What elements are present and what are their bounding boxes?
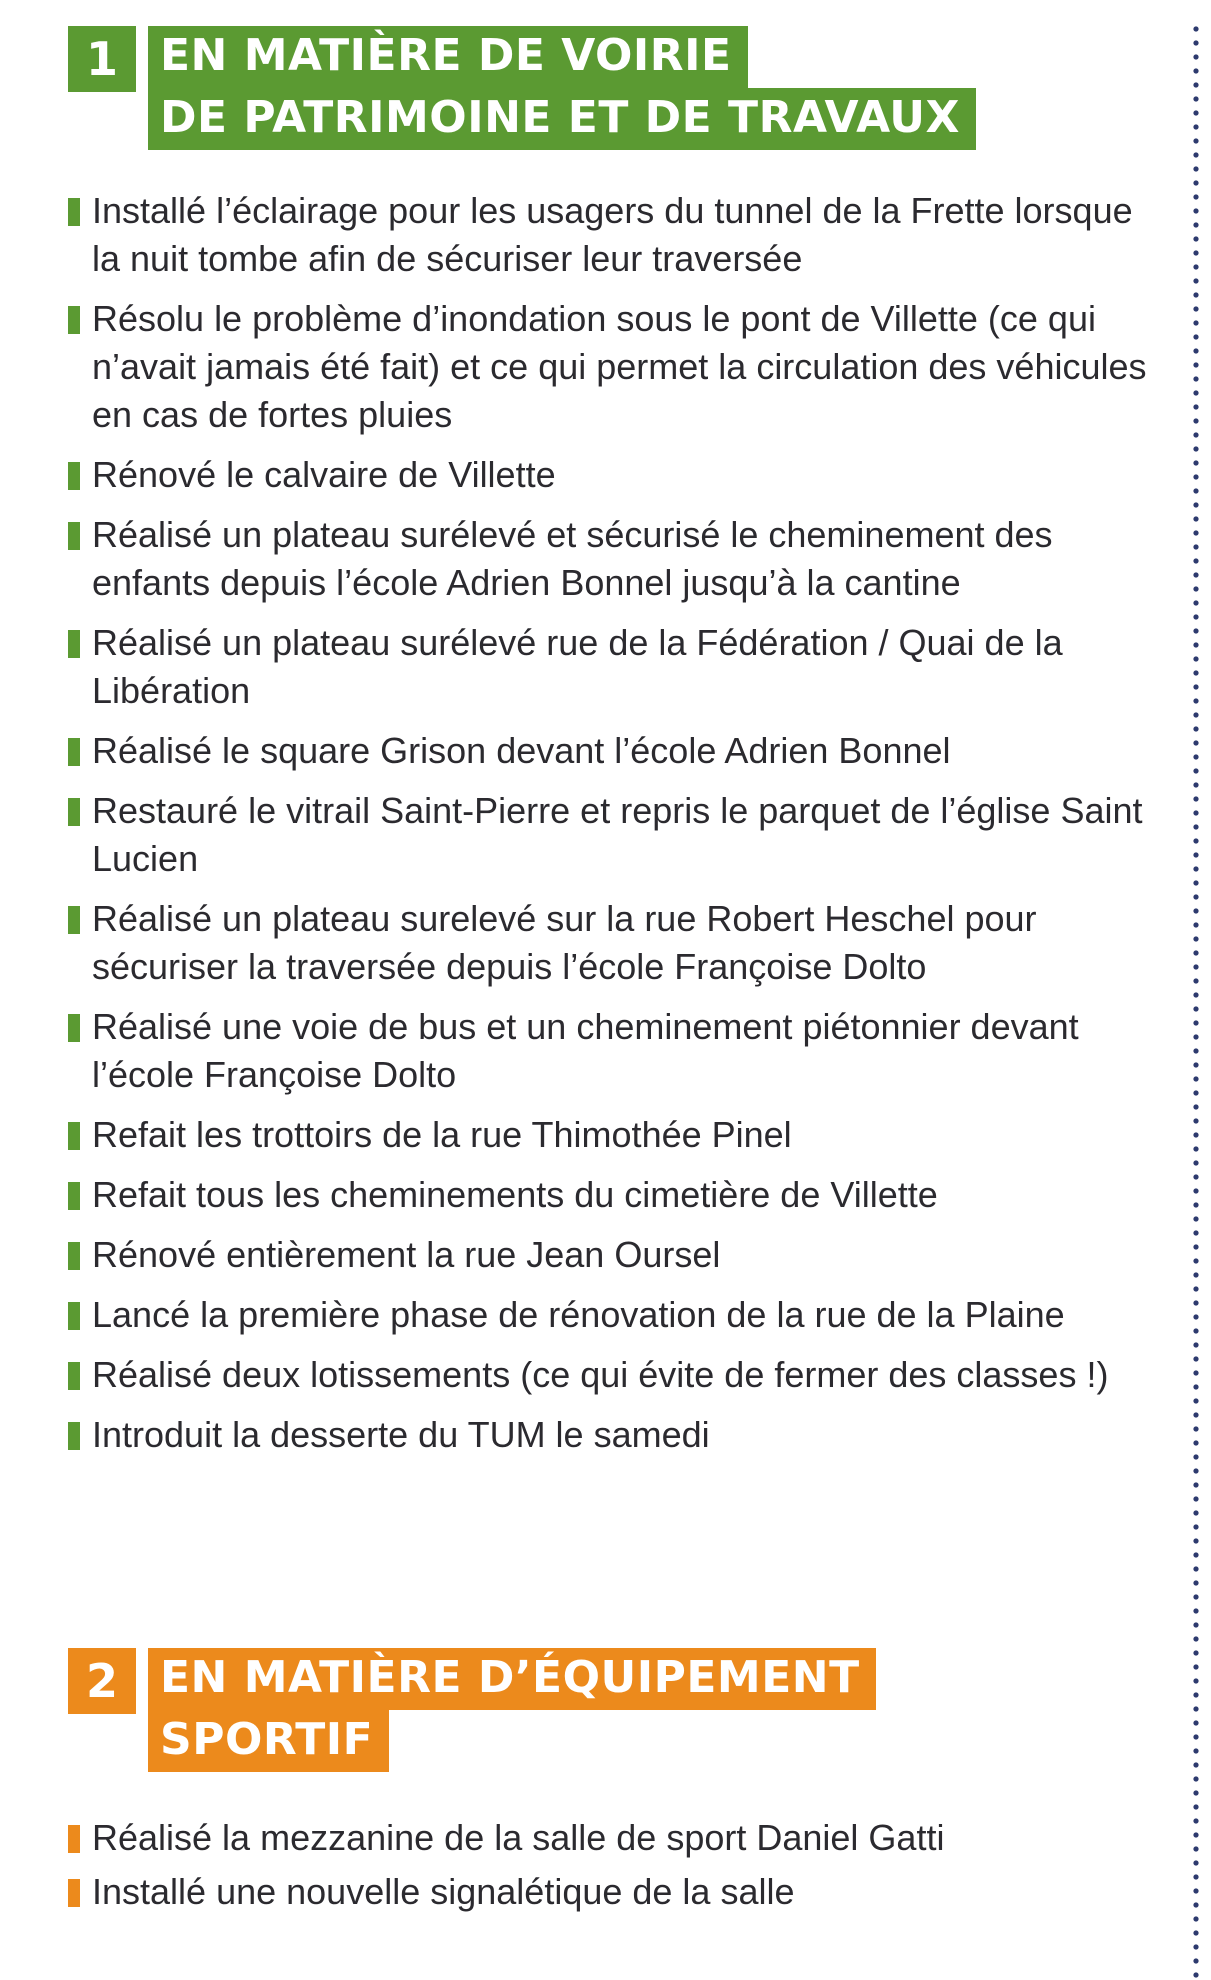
list-item-text: Installé l’éclairage pour les usagers du tunnel de la Frette lorsque la nuit tombe afin de sécuriser leur traversée (92, 190, 1133, 279)
bullet-marker (68, 630, 80, 658)
section-1-number: 1 (68, 26, 136, 92)
bullet-marker (68, 1879, 80, 1907)
bullet-marker (68, 1182, 80, 1210)
bullet-marker (68, 906, 80, 934)
list-item-text: Réalisé la mezzanine de la salle de sport Daniel Gatti (92, 1817, 945, 1858)
list-item-text: Réalisé une voie de bus et un cheminement piétonnier devant l’école Françoise Dolto (92, 1006, 1079, 1095)
section-2-title-line-1: EN MATIÈRE D’ÉQUIPEMENT (148, 1648, 876, 1710)
list-item (68, 1171, 1168, 1219)
bullet-marker (68, 1825, 80, 1853)
bullet-marker (68, 462, 80, 490)
list-item-text: Réalisé un plateau surelevé sur la rue Robert Heschel pour sécuriser la traversée depuis l’école Françoise Dolto (92, 898, 1037, 987)
list-item-text: Réalisé un plateau surélevé et sécurisé le cheminement des enfants depuis l’école Adrien Bonnel jusqu’à la cantine (92, 514, 1053, 603)
bullet-marker (68, 1122, 80, 1150)
bullet-marker (68, 306, 80, 334)
section-2-list (68, 1814, 1178, 1922)
list-item-text: Installé une nouvelle signalétique de la salle (92, 1871, 795, 1912)
list-item (68, 1111, 1168, 1159)
bullet-marker (68, 198, 80, 226)
bullet-marker (68, 738, 80, 766)
list-item (68, 1814, 1178, 1862)
list-item-text: Réalisé deux lotissements (ce qui évite de fermer des classes !) (92, 1354, 1109, 1395)
list-item (68, 787, 1168, 883)
list-item-text: Introduit la desserte du TUM le samedi (92, 1414, 710, 1455)
list-item (68, 1231, 1168, 1279)
list-item-text: Refait les trottoirs de la rue Thimothée Pinel (92, 1114, 792, 1155)
list-item-text: Lancé la première phase de rénovation de la rue de la Plaine (92, 1294, 1065, 1335)
section-2-number: 2 (68, 1648, 136, 1714)
list-item (68, 1351, 1168, 1399)
list-item (68, 1411, 1168, 1459)
list-item (68, 187, 1168, 283)
list-item-text: Rénové entièrement la rue Jean Oursel (92, 1234, 721, 1275)
list-item (68, 1291, 1168, 1339)
section-2-title-line-2: SPORTIF (148, 1710, 389, 1772)
bullet-marker (68, 1422, 80, 1450)
list-item (68, 727, 1168, 775)
list-item (68, 451, 1168, 499)
bullet-marker (68, 798, 80, 826)
section-1-title-line-2: DE PATRIMOINE ET DE TRAVAUX (148, 88, 976, 150)
list-item-text: Réalisé un plateau surélevé rue de la Fédération / Quai de la Libération (92, 622, 1063, 711)
list-item (68, 619, 1168, 715)
list-item (68, 1003, 1168, 1099)
bullet-marker (68, 1242, 80, 1270)
section-1-list (68, 187, 1168, 1471)
list-item-text: Rénové le calvaire de Villette (92, 454, 556, 495)
dotted-separator (1193, 22, 1199, 1980)
list-item-text: Résolu le problème d’inondation sous le pont de Villette (ce qui n’avait jamais été fait) et ce qui permet la circulation des véhicules en cas de fortes pluies (92, 298, 1147, 435)
list-item-text: Refait tous les cheminements du cimetière de Villette (92, 1174, 938, 1215)
bullet-marker (68, 522, 80, 550)
list-item (68, 295, 1168, 439)
bullet-marker (68, 1014, 80, 1042)
section-1-title-line-1: EN MATIÈRE DE VOIRIE (148, 26, 748, 88)
bullet-marker (68, 1302, 80, 1330)
list-item-text: Restauré le vitrail Saint-Pierre et repris le parquet de l’église Saint Lucien (92, 790, 1143, 879)
bullet-marker (68, 1362, 80, 1390)
list-item (68, 511, 1168, 607)
list-item (68, 895, 1168, 991)
list-item-text: Réalisé le square Grison devant l’école Adrien Bonnel (92, 730, 951, 771)
list-item (68, 1868, 1178, 1916)
